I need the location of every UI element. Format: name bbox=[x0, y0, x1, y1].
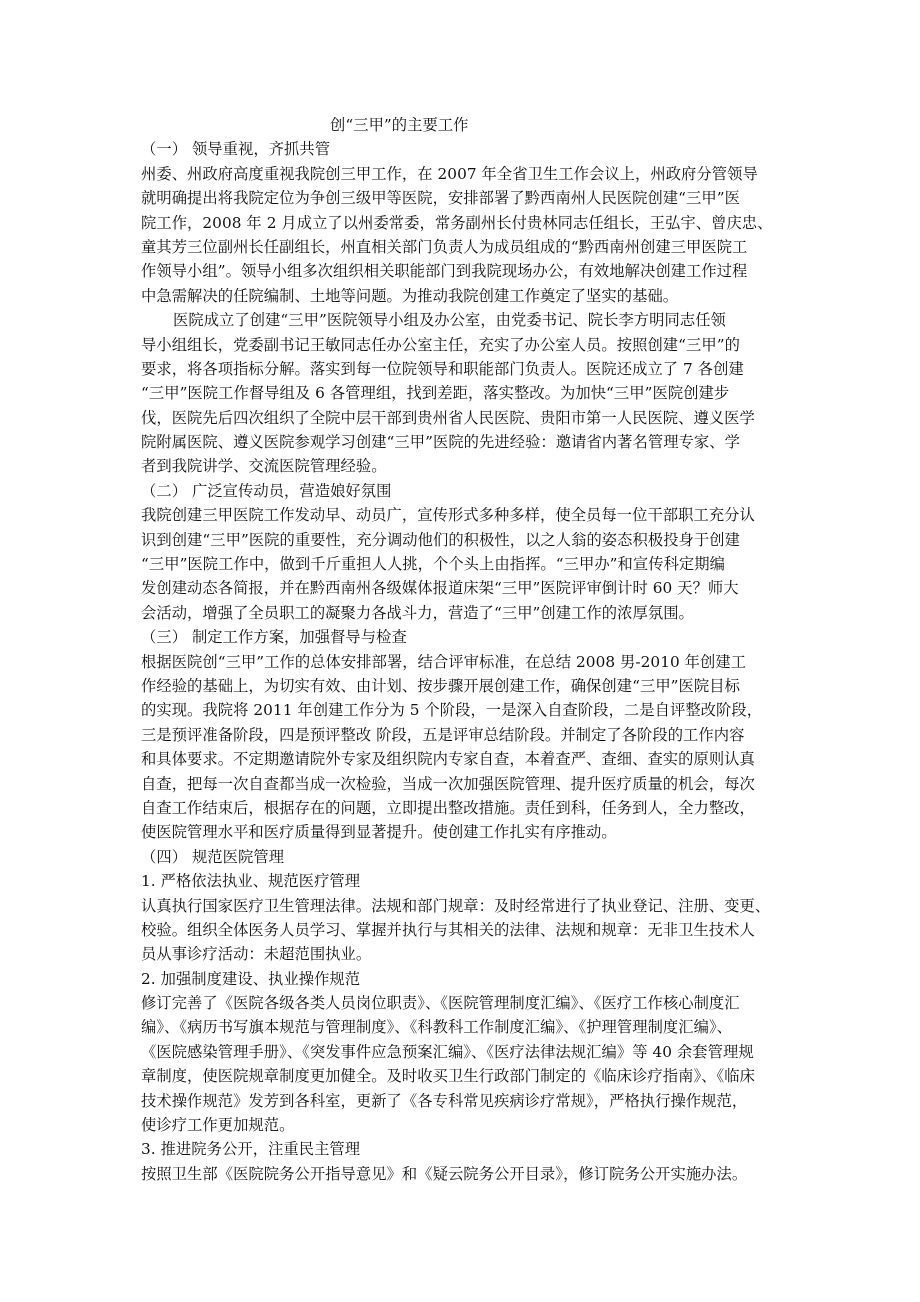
text-line: 1. 严格依法执业、规范医疗管理 bbox=[141, 872, 361, 891]
text-line: 发创建动态各简报，并在黔西南州各级媒体报道床架“三甲”医院评审倒计时 60 天？师大 bbox=[141, 579, 739, 598]
text-line: （二） 广泛宣传动员，营造娘好氛围 bbox=[141, 481, 392, 500]
text-line: 者到我院讲学、交流医院管理经验。 bbox=[141, 457, 387, 476]
text-line: 医院成立了创建“三甲”医院领导小组及办公室，由党委书记、院长李方明同志任领 bbox=[173, 311, 726, 330]
text-line: 院附属医院、遵义医院参观学习创建“三甲”医院的先进经验：邀请省内著名管理专家、学 bbox=[141, 433, 740, 452]
text-line: 3. 推进院务公开，注重民主管理 bbox=[141, 1140, 361, 1159]
text-line: “三甲”医院工作督导组及 6 各管理组，找到差距，落实整改。为加快“三甲”医院创建步 bbox=[141, 384, 730, 403]
document-page bbox=[141, 113, 781, 1186]
text-line: 自查，把每一次自查都当成一次检验，当成一次加强医院管理、提升医疗质量的机会，每次 bbox=[141, 774, 755, 793]
text-line: 我院创建三甲医院工作发动早、动员广，宣传形式多种多样，使全员每一位干部职工充分认 bbox=[141, 506, 755, 525]
text-line: 编》、《病历书写旗本规范与管理制度》、《科教科工作制度汇编》、《护理管理制度汇编》、 bbox=[141, 1018, 733, 1037]
text-line: 根据医院创“三甲”工作的总体安排部署，结合评审标准，在总结 2008 男-2010 年创建工 bbox=[141, 652, 747, 671]
text-line: 修订完善了《医院各级各类人员岗位职责》、《医院管理制度汇编》、《医疗工作核心制度汇 bbox=[141, 994, 740, 1013]
text-line: 州委、州政府高度重视我院创三甲工作，在 2007 年全省卫生工作会议上，州政府分管领导 bbox=[141, 164, 758, 183]
text-line: 导小组组长，党委副书记王敏同志任办公室主任，充实了办公室人员。按照创建“三甲”的 bbox=[141, 335, 740, 354]
text-line: 作领导小组”。领导小组多次组织相关职能部门到我院现场办公，有效地解决创建工作过程 bbox=[141, 262, 748, 281]
text-line: 识到创建“三甲”医院的重要性，充分调动他们的积极性，以之人翁的姿态积极投身于创建 bbox=[141, 530, 740, 549]
text-line: 使诊疗工作更加规范。 bbox=[141, 1116, 295, 1135]
text-line: （三） 制定工作方案，加强督导与检查 bbox=[141, 628, 407, 647]
text-line: 和具体要求。不定期邀请院外专家及组织院内专家自查，本着查严、查细、查实的原则认真 bbox=[141, 750, 755, 769]
text-line: 就明确提出将我院定位为争创三级甲等医院，安排部署了黔西南州人民医院创建“三甲”医 bbox=[141, 189, 740, 208]
text-line: 使医院管理水平和医疗质量得到显著提升。使创建工作扎实有序推动。 bbox=[141, 823, 617, 842]
text-line: 会活动，增强了全员职工的凝聚力各战斗力，营造了“三甲”创建工作的浓厚氛围。 bbox=[141, 603, 694, 622]
text-line: 2. 加强制度建设、执业操作规范 bbox=[141, 969, 361, 988]
text-line: 认真执行国家医疗卫生管理法律。法规和部门规章：及时经常进行了执业登记、注册、变更、 bbox=[141, 896, 771, 915]
text-line: 伐，医院先后四次组织了全院中层干部到贵州省人民医院、贵阳市第一人民医院、遵义医学 bbox=[141, 408, 755, 427]
text-line: （四） 规范医院管理 bbox=[141, 847, 285, 866]
text-line: 技术操作规范》发芳到各科室，更新了《各专科常见疾病诊疗常规》，严格执行操作规范， bbox=[141, 1091, 748, 1110]
text-line: 童其芳三位副州长任副组长，州直相关部门负责人为成员组成的“黔西南州创建三甲医院工 bbox=[141, 237, 748, 256]
text-line: （一） 领导重视，齐抓共管 bbox=[141, 140, 331, 159]
text-line: 的实现。我院将 2011 年创建工作分为 5 个阶段，一是深入自查阶段，二是自评整改阶段， bbox=[141, 701, 763, 720]
page-title: 创“三甲”的主要工作 bbox=[330, 116, 469, 134]
text-line: “三甲”医院工作中，做到千斤重担人人挑，个个头上由指挥。“三甲办”和宣传科定期编 bbox=[141, 555, 725, 574]
text-line: 《医院感染管理手册》、《突发事件应急预案汇编》、《医疗法律法规汇编》等 40 余套管理规 bbox=[141, 1042, 754, 1061]
text-line: 自查工作结束后，根据存在的问题，立即提出整改措施。责任到科，任务到人，全力整改， bbox=[141, 798, 755, 817]
text-line: 章制度，使医院规章制度更加健全。及时收买卫生行政部门制定的《临床诊疗指南》、《临床 bbox=[141, 1067, 755, 1086]
text-line: 要求，将各项指标分解。落实到每一位院领导和职能部门负责人。医院还成立了 7 各创建 bbox=[141, 359, 744, 378]
text-line: 中急需解决的任院编制、土地等问题。为推动我院创建工作奠定了坚实的基础。 bbox=[141, 286, 679, 305]
text-line: 院工作，2008 年 2 月成立了以州委常委，常务副州长付贵林同志任组长，王弘宇、曾庆忠、 bbox=[141, 213, 773, 232]
text-line: 三是预评准备阶段，四是预评整改 阶段，五是评审总结阶段。并制定了各阶段的工作内容 bbox=[141, 725, 745, 744]
text-line: 作经验的基础上，为切实有效、由计划、按步骤开展创建工作，确保创建“三甲”医院目标 bbox=[141, 676, 740, 695]
text-line: 校验。组织全体医务人员学习、掌握并执行与其相关的法律、法规和规章：无非卫生技术人 bbox=[141, 920, 755, 939]
document-body bbox=[141, 137, 781, 1186]
text-line: 员从事诊疗活动：未超范围执业。 bbox=[141, 945, 372, 964]
text-line: 按照卫生部《医院院务公开指导意见》和《疑云院务公开目录》，修订院务公开实施办法。 bbox=[141, 1164, 748, 1183]
